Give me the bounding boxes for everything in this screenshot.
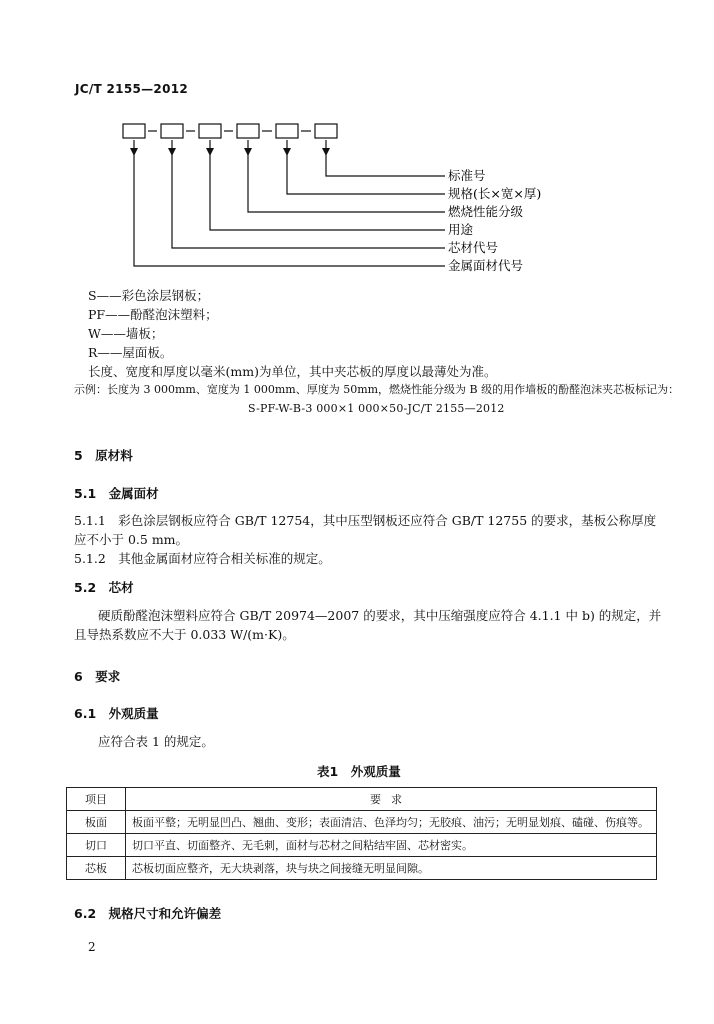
marking-diagram	[115, 120, 555, 280]
code-box-use	[199, 124, 221, 138]
leader-line-standard	[326, 140, 445, 176]
label-metal: 金属面材代号	[448, 258, 524, 273]
para-5-2-line2: 且导热系数应不大于 0.033 W/(m·K)。	[74, 627, 295, 642]
section-6-title: 6 要求	[74, 669, 121, 684]
code-box-core	[161, 124, 183, 138]
table-row	[67, 834, 657, 857]
table-header-row	[67, 788, 657, 811]
label-standard: 标准号	[448, 168, 486, 183]
row-requirement: 芯板切面应整齐，无大块剥落，块与块之间接缝无明显间隙。	[126, 857, 657, 880]
appearance-quality-table	[66, 787, 657, 880]
row-item: 芯板	[67, 857, 126, 880]
page-number: 2	[88, 940, 96, 954]
units-note: 长度、宽度和厚度以毫米(mm)为单位，其中夹芯板的厚度以最薄处为准。	[88, 364, 497, 379]
row-item: 板面	[67, 811, 126, 834]
code-box-fire	[237, 124, 259, 138]
para-5-1-1-line2: 应不小于 0.5 mm。	[74, 532, 189, 547]
label-size: 规格(长×宽×厚)	[448, 186, 542, 201]
table-row	[67, 857, 657, 880]
para-5-1-1-line1: 5.1.1 彩色涂层钢板应符合 GB/T 12754，其中压型钢板还应符合 GB/T 12755 的要求，基板公称厚度	[74, 513, 657, 528]
code-item-pf: PF——酚醛泡沫塑料；	[88, 307, 218, 322]
label-use: 用途	[448, 222, 474, 237]
section-5-2-title: 5.2 芯材	[74, 580, 134, 595]
table-1-caption: 表1 外观质量	[317, 764, 401, 779]
code-box-standard	[315, 124, 337, 138]
para-5-1-2: 5.1.2 其他金属面材应符合相关标准的规定。	[74, 551, 331, 566]
section-5-1-title: 5.1 金属面材	[74, 486, 159, 501]
section-6-2-title: 6.2 规格尺寸和允许偏差	[74, 906, 222, 921]
para-6-1: 应符合表 1 的规定。	[98, 734, 214, 749]
table-row	[67, 811, 657, 834]
code-box-size	[276, 124, 298, 138]
header-requirement: 要求	[126, 788, 657, 811]
label-core: 芯材代号	[448, 240, 499, 255]
code-item-s: S——彩色涂层钢板；	[88, 288, 210, 303]
header-item: 项目	[67, 788, 126, 811]
code-item-w: W——墙板；	[88, 326, 164, 341]
row-requirement: 板面平整；无明显凹凸、翘曲、变形；表面清洁、色泽均匀；无胶痕、油污；无明显划痕、磕碰、伤痕等。	[126, 811, 657, 834]
section-5-title: 5 原材料	[74, 448, 133, 463]
leader-line-use	[210, 140, 445, 230]
label-fire-rating: 燃烧性能分级	[448, 204, 524, 219]
para-5-2-line1: 硬质酚醛泡沫塑料应符合 GB/T 20974—2007 的要求，其中压缩强度应符合 4.1.1 中 b) 的规定，并	[98, 608, 662, 623]
example-text: 示例：长度为 3 000mm、宽度为 1 000mm、厚度为 50mm，燃烧性能分级为 B 级的用作墙板的酚醛泡沫夹芯板标记为：	[74, 383, 680, 396]
leader-line-metal	[134, 140, 445, 266]
section-6-1-title: 6.1 外观质量	[74, 706, 159, 721]
code-item-r: R——屋面板。	[88, 345, 173, 360]
row-item: 切口	[67, 834, 126, 857]
code-box-metal	[123, 124, 145, 138]
row-requirement: 切口平直、切面整齐、无毛刺，面材与芯材之间粘结牢固、芯材密实。	[126, 834, 657, 857]
leader-line-size	[287, 140, 445, 194]
example-marking-code: S-PF-W-B-3 000×1 000×50-JC/T 2155—2012	[248, 402, 505, 415]
standard-number-header: JC/T 2155—2012	[75, 82, 189, 96]
